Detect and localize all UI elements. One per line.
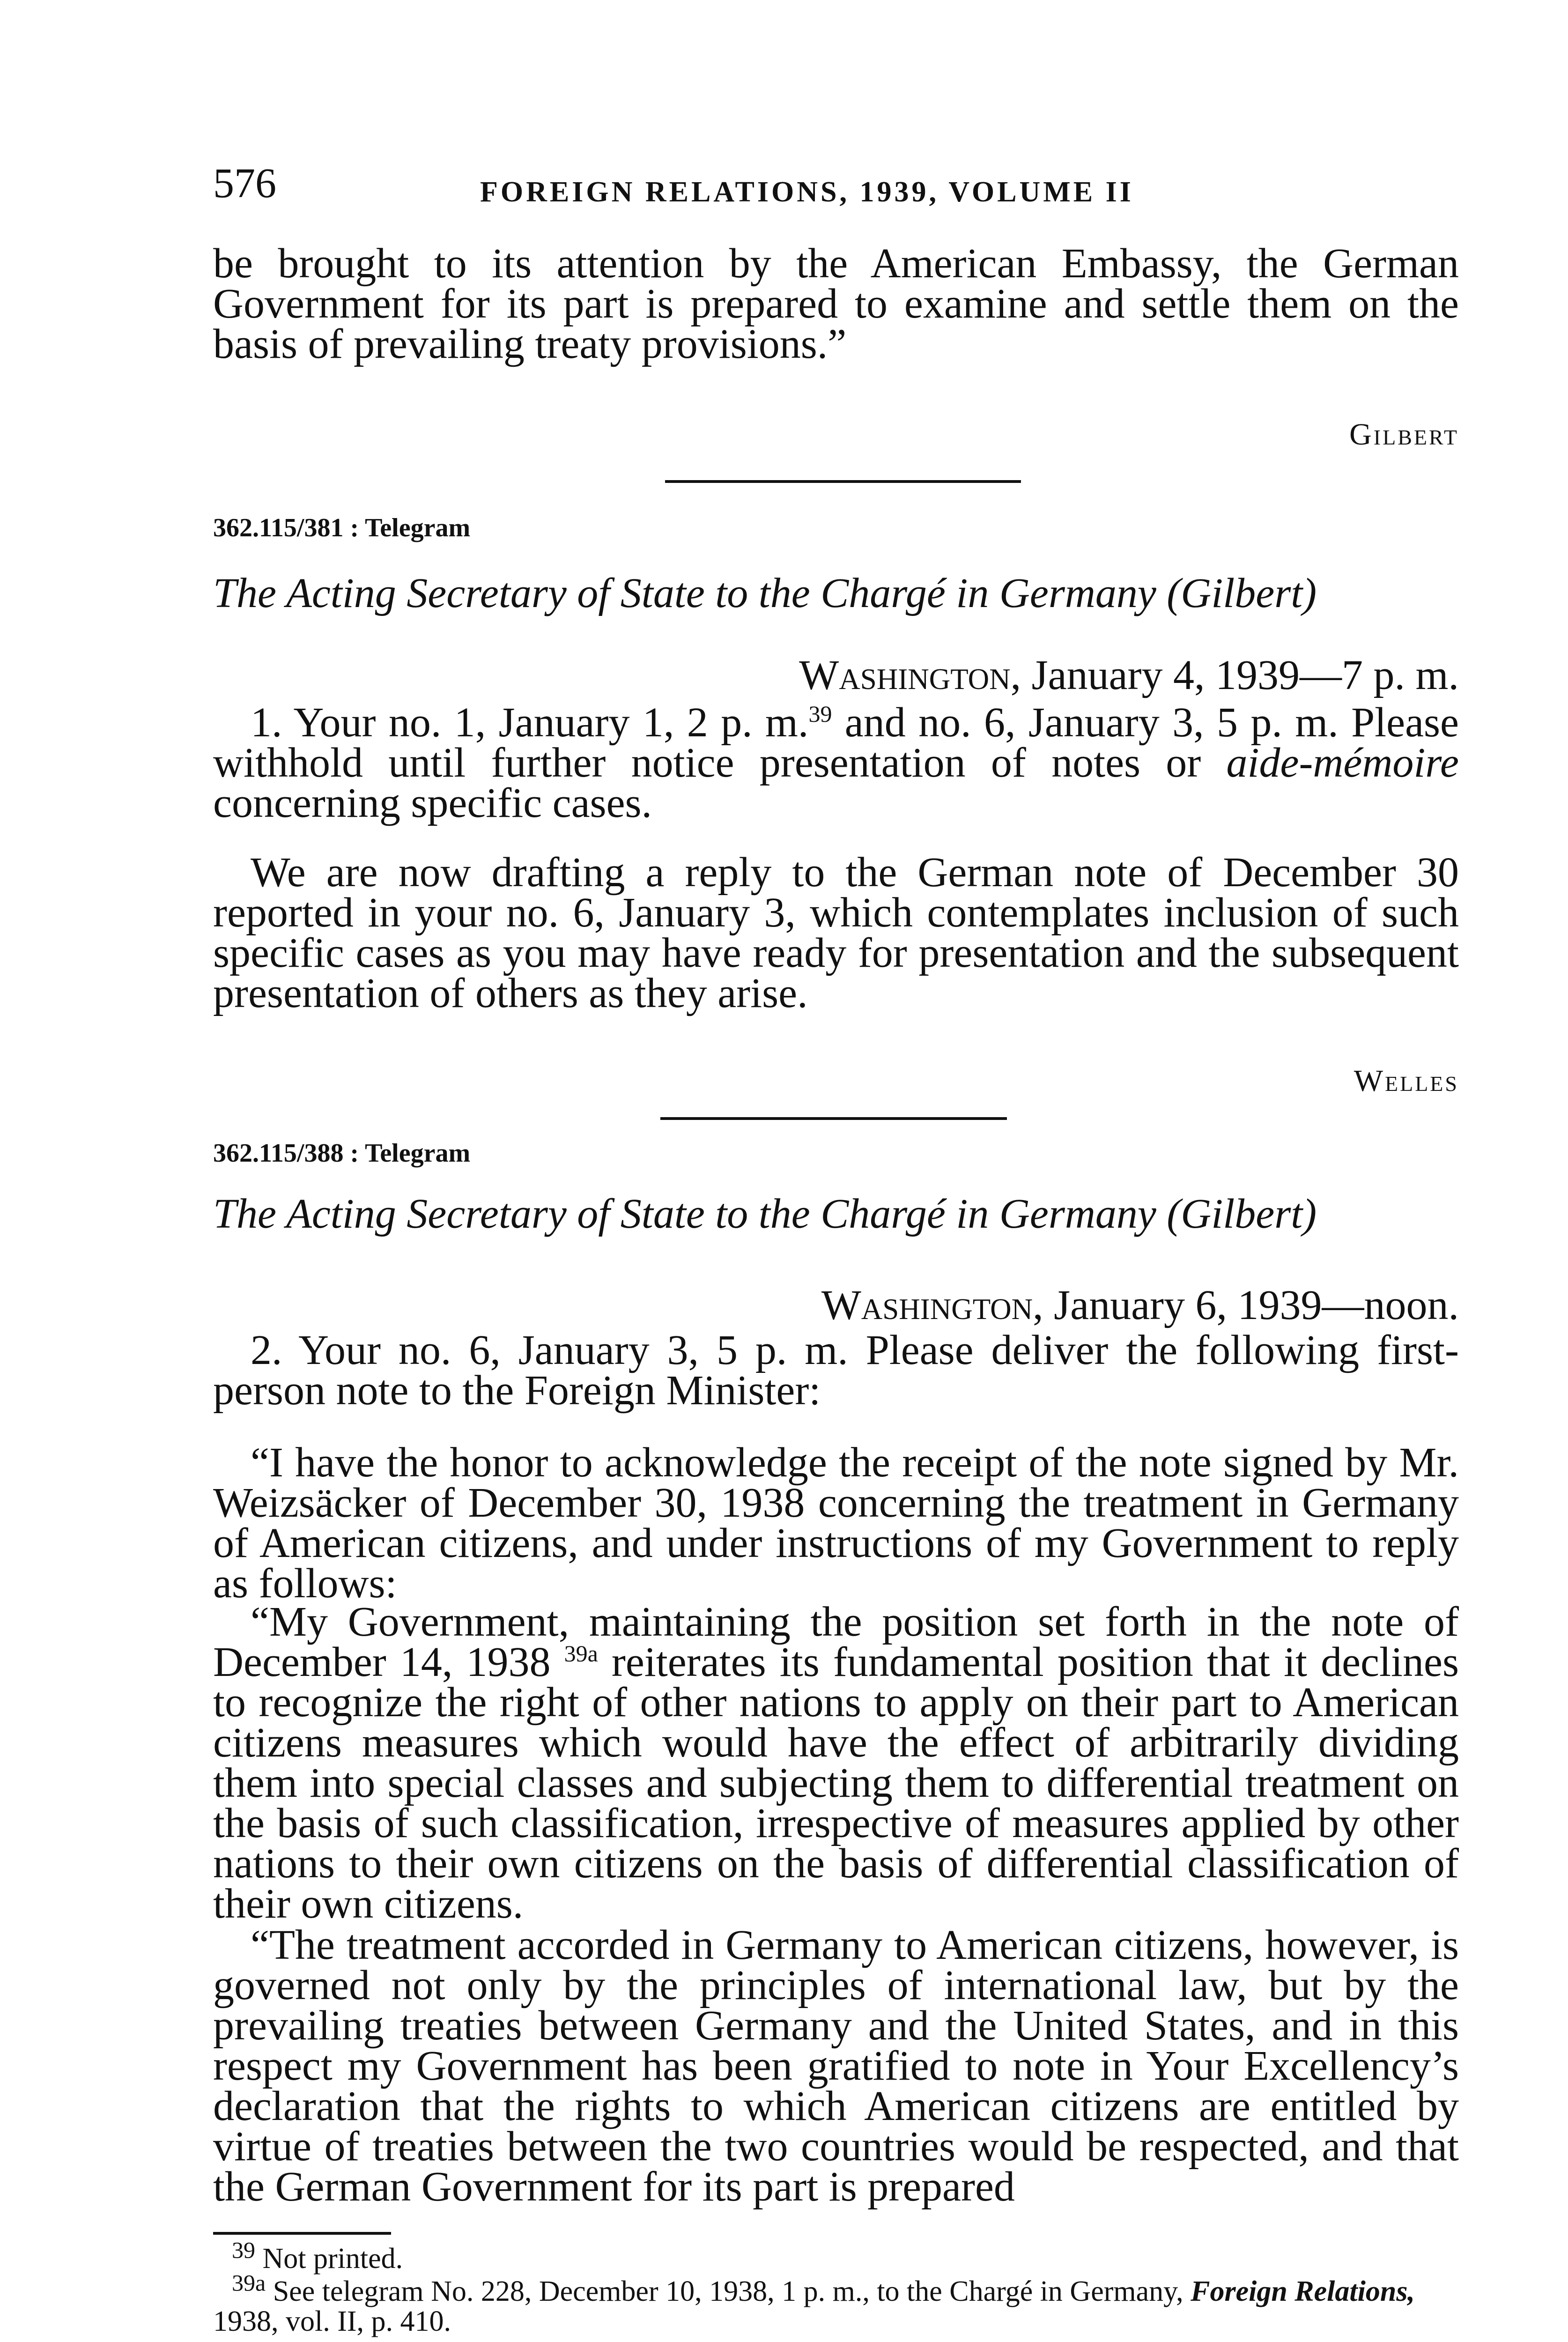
running-title: FOREIGN RELATIONS, 1939, VOLUME II [480,176,1134,208]
page-number: 576 [213,160,276,207]
footnote-marker: 39a [232,2269,266,2296]
section-divider [660,1117,1007,1120]
text-run-italic: aide-mémoire [1226,740,1459,786]
dateline [799,651,1459,699]
footnote-marker: 39 [232,2237,255,2263]
file-number: 362.115/381 : Telegram [213,513,471,542]
text-run: 1938, vol. II, p. 410. [213,2305,451,2337]
signature-welles: Welles [1354,1064,1459,1098]
text-run: reiterates its fundamental position that it declines to recognize the right of other nations to apply on their part to American citizens measures which would have the effect of arbitrarily dividing them into special classes and subjecting them to differential treatment on the basis of such classification, irrespective of measures applied by other nations to their own citizens on the basis of differential classification of their own citizens. [213,1639,1459,1927]
doc1-title [213,569,1459,617]
telegram-title: The Acting Secretary of State to the Chargé in Germany (Gilbert) [213,570,1317,616]
doc2-paragraph-1: 2. Your no. 6, January 3, 5 p. m. Please deliver the following first-person note to the Foreign Minister: [213,1327,1459,1414]
text-run: concerning specific cases. [213,780,652,826]
file-number: 362.115/388 : Telegram [213,1139,471,1168]
text-run: 1. Your no. 1, January 1, 2 p. m. [251,699,809,746]
footnote-ref: 39 [808,701,832,727]
doc1-paragraph-1 [213,699,1459,826]
text-run: See telegram No. 228, December 10, 1938, 1 p. m., to the Chargé in Germany, [266,2275,1191,2307]
page-header [213,141,1459,225]
text-run-italic: Foreign Relations, [1191,2275,1415,2307]
doc1-file-number [213,513,1459,543]
dateline-date: , January 6, 1939—noon. [1033,1282,1459,1328]
dateline [821,1281,1459,1329]
dateline-place: Washington [821,1282,1033,1328]
doc2-paragraph-4: “The treatment accorded in Germany to American citizens, however, is governed not only by the principles of international law, but by the prevailing treaties between Germany and the United States, and in this respect my Government has been gratified to note in Your Excellency’s declaration that the rights to which American citizens are entitled by virtue of treaties between the two countries would be respected, and that the German Government for its part is prepared [213,1922,1459,2210]
dateline-place: Washington [799,652,1011,698]
doc1-dateline-row [213,651,1459,698]
doc2-file-number [213,1138,1459,1168]
text-run: and no. 6, January 3, 5 p. m. Please withhold until further notice presentation of notes or [213,699,1459,786]
continuation-paragraph: be brought to its attention by the American Embassy, the German Government for its part is prepared to examine and settle them on the basis of prevailing treaty provisions.” [213,240,1459,367]
text-run: “My Government, maintaining the position set forth in the note of December 14, 1938 [213,1599,1459,1685]
footnote-rule [213,2232,391,2235]
doc2-paragraph-3 [213,1599,1459,1927]
dateline-date: , January 4, 1939—7 p. m. [1010,652,1459,698]
text-run: Not printed. [255,2243,403,2275]
continuation-signature-row [213,408,1459,454]
section-divider [665,480,1021,483]
doc1-signature-row [213,1054,1459,1101]
footnote-2 [213,2269,1459,2337]
doc1-paragraph-2: We are now drafting a reply to the German note of December 30 reported in your no. 6, January 3, which contemplates inclusion of such specific cases as you may have ready for presentation and the subsequent presentation of others as they arise. [213,849,1459,1016]
doc2-title [213,1190,1459,1238]
footnote-ref: 39a [564,1640,598,1667]
footnote-1 [213,2237,1459,2275]
telegram-title: The Acting Secretary of State to the Chargé in Germany (Gilbert) [213,1191,1317,1237]
doc2-dateline-row [213,1281,1459,1328]
doc2-paragraph-2: “I have the honor to acknowledge the receipt of the note signed by Mr. Weizsäcker of December 30, 1938 concerning the treatment in Germany of American citizens, and under instructions of my Government to reply as follows: [213,1439,1459,1607]
signature-gilbert: Gilbert [1349,417,1459,452]
